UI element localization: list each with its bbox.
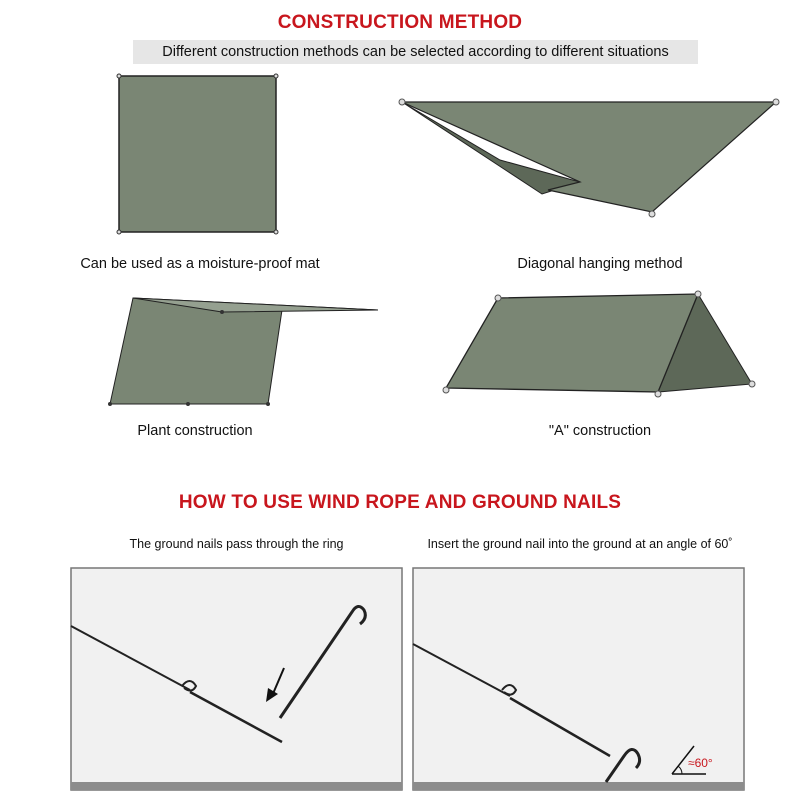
angle-label: ≈60° <box>688 756 713 770</box>
caption-a-construction: "A" construction <box>548 423 652 439</box>
construction-subtitle: Different construction methods can be selected according to different situations <box>133 40 698 64</box>
caption-diagonal-hanging: Diagonal hanging method <box>517 256 683 272</box>
caption-nails-through-ring: The ground nails pass through the ring <box>129 537 344 551</box>
caption-moisture-proof-mat: Can be used as a moisture-proof mat <box>80 256 320 272</box>
flat-mat-illustration <box>117 74 278 234</box>
caption-nail-angle: Insert the ground nail into the ground at an angle of 60˚ <box>427 537 733 551</box>
a-construction-illustration <box>443 291 755 397</box>
wind-rope-title: HOW TO USE WIND ROPE AND GROUND NAILS <box>178 492 622 513</box>
ring-panel-illustration <box>71 568 402 790</box>
diagonal-hanging-illustration <box>399 99 779 217</box>
plant-construction-illustration <box>108 298 378 406</box>
caption-plant-construction: Plant construction <box>137 423 253 439</box>
construction-title: CONSTRUCTION METHOD <box>277 12 523 33</box>
